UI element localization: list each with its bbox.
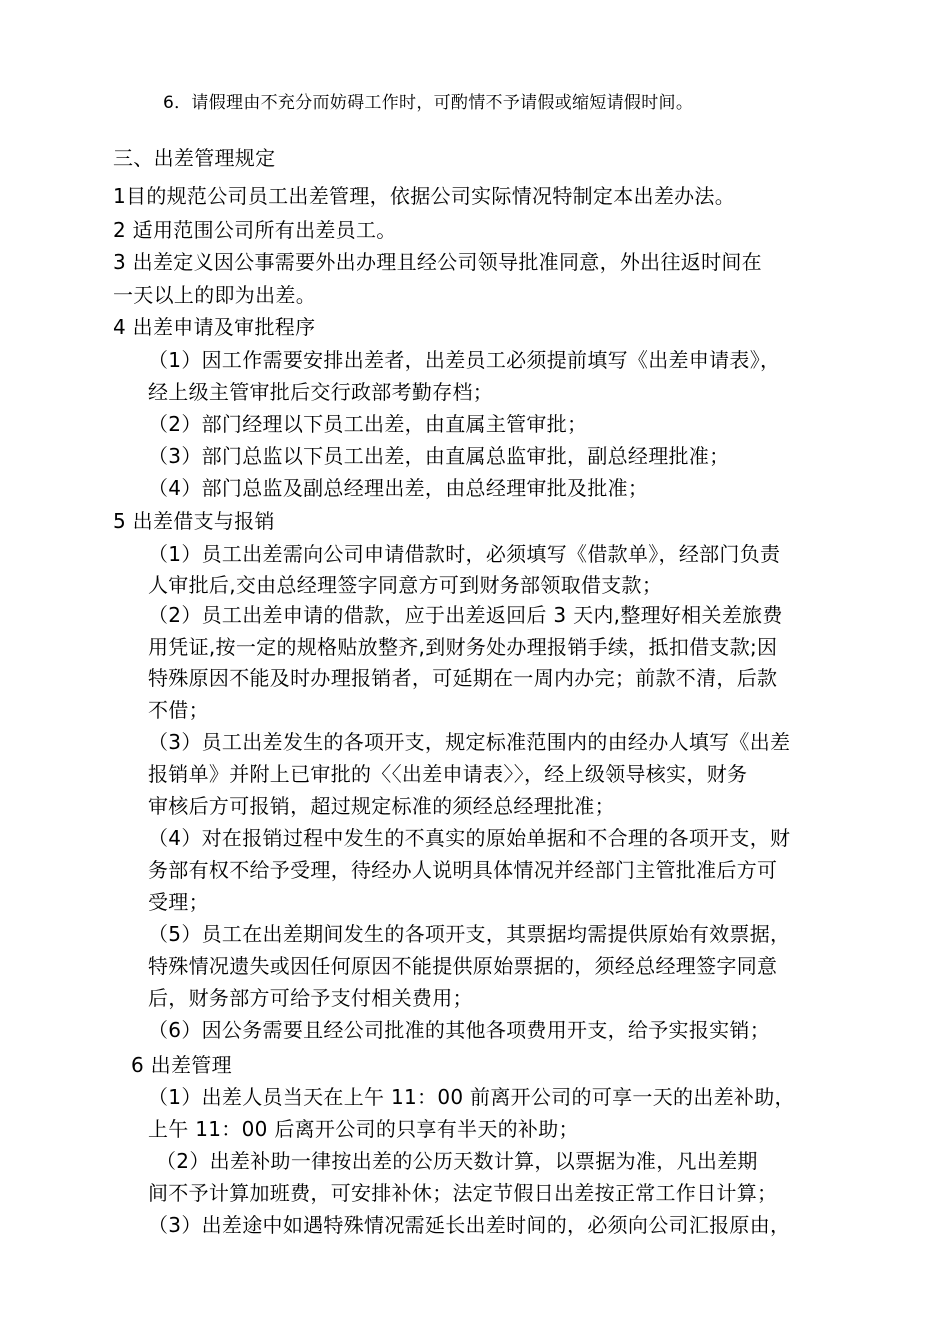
- item-5-2-line-3: 特殊原因不能及时办理报销者，可延期在一周内办完；前款不清，后款: [148, 666, 778, 690]
- item-6-2-line-1: （2）出差补助一律按出差的公历天数计算，以票据为准，凡出差期: [156, 1149, 758, 1173]
- item-3-definition-line-2: 一天以上的即为出差。: [113, 283, 316, 307]
- item-6-heading: 6 出差管理: [131, 1053, 232, 1077]
- section-title-business-trip: 三、出差管理规定: [113, 146, 276, 170]
- item-5-3-line-1: （3）员工出差发生的各项开支，规定标准范围内的由经办人填写《出差: [148, 730, 791, 754]
- item-5-4-line-3: 受理；: [148, 890, 209, 914]
- item-4-3: （3）部门总监以下员工出差，由直属总监审批，副总经理批准；: [148, 444, 730, 468]
- item-6-3-line-1: （3）出差途中如遇特殊情况需延长出差时间的，必须向公司汇报原由，: [148, 1213, 791, 1237]
- item-4-1-line-2: 经上级主管审批后交行政部考勤存档；: [148, 380, 494, 404]
- item-4-4: （4）部门总监及副总经理出差，由总经理审批及批准；: [148, 476, 649, 500]
- item-5-heading: 5 出差借支与报销: [113, 509, 275, 533]
- item-4-1-line-1: （1）因工作需要安排出差者，出差员工必须提前填写《出差申请表》，: [148, 348, 781, 372]
- item-6-2-line-2: 间不予计算加班费，可安排补休；法定节假日出差按正常工作日计算；: [148, 1181, 778, 1205]
- item-6-1-line-1: （1）出差人员当天在上午 11：00 前离开公司的可享一天的出差补助，: [148, 1085, 795, 1109]
- item-4-2: （2）部门经理以下员工出差，由直属主管审批；: [148, 412, 588, 436]
- item-5-3-line-3: 审核后方可报销，超过规定标准的须经总经理批准；: [148, 794, 615, 818]
- item-4-heading: 4 出差申请及审批程序: [113, 315, 316, 339]
- item-5-4-line-1: （4）对在报销过程中发生的不真实的原始单据和不合理的各项开支，财: [148, 826, 791, 850]
- item-5-2-line-1: （2）员工出差申请的借款，应于出差返回后 3 天内,整理好相关差旅费: [148, 603, 783, 627]
- item-3-definition-line-1: 3 出差定义因公事需要外出办理且经公司领导批准同意，外出往返时间在: [113, 250, 762, 274]
- item-5-1-line-2: 人审批后,交由总经理签字同意方可到财务部领取借支款；: [148, 573, 663, 597]
- item-2-scope: 2 适用范围公司所有出差员工。: [113, 218, 397, 242]
- leave-rule-6: 6．请假理由不充分而妨碍工作时，可酌情不予请假或缩短请假时间。: [163, 93, 694, 113]
- item-5-1-line-1: （1）员工出差需向公司申请借款时，必须填写《借款单》，经部门负责: [148, 542, 781, 566]
- item-5-4-line-2: 务部有权不给予受理，待经办人说明具体情况并经部门主管批准后方可: [148, 858, 778, 882]
- item-5-5-line-2: 特殊情况遗失或因任何原因不能提供原始票据的，须经总经理签字同意: [148, 954, 778, 978]
- item-5-5-line-3: 后，财务部方可给予支付相关费用；: [148, 986, 473, 1010]
- item-5-5-line-1: （5）员工在出差期间发生的各项开支，其票据均需提供原始有效票据，: [148, 922, 791, 946]
- item-1-purpose: 1目的规范公司员工出差管理，依据公司实际情况特制定本出差办法。: [113, 184, 736, 208]
- item-5-2-line-4: 不借；: [148, 698, 209, 722]
- item-5-3-line-2: 报销单》并附上已审批的〈〈出差申请表〉〉，经上级领导核实，财务: [148, 762, 748, 786]
- item-6-1-line-2: 上午 11：00 后离开公司的只享有半天的补助；: [148, 1117, 579, 1141]
- item-5-2-line-2: 用凭证,按一定的规格贴放整齐,到财务处办理报销手续，抵扣借支款;因: [148, 635, 778, 659]
- item-5-6: （6）因公务需要且经公司批准的其他各项费用开支，给予实报实销；: [148, 1018, 771, 1042]
